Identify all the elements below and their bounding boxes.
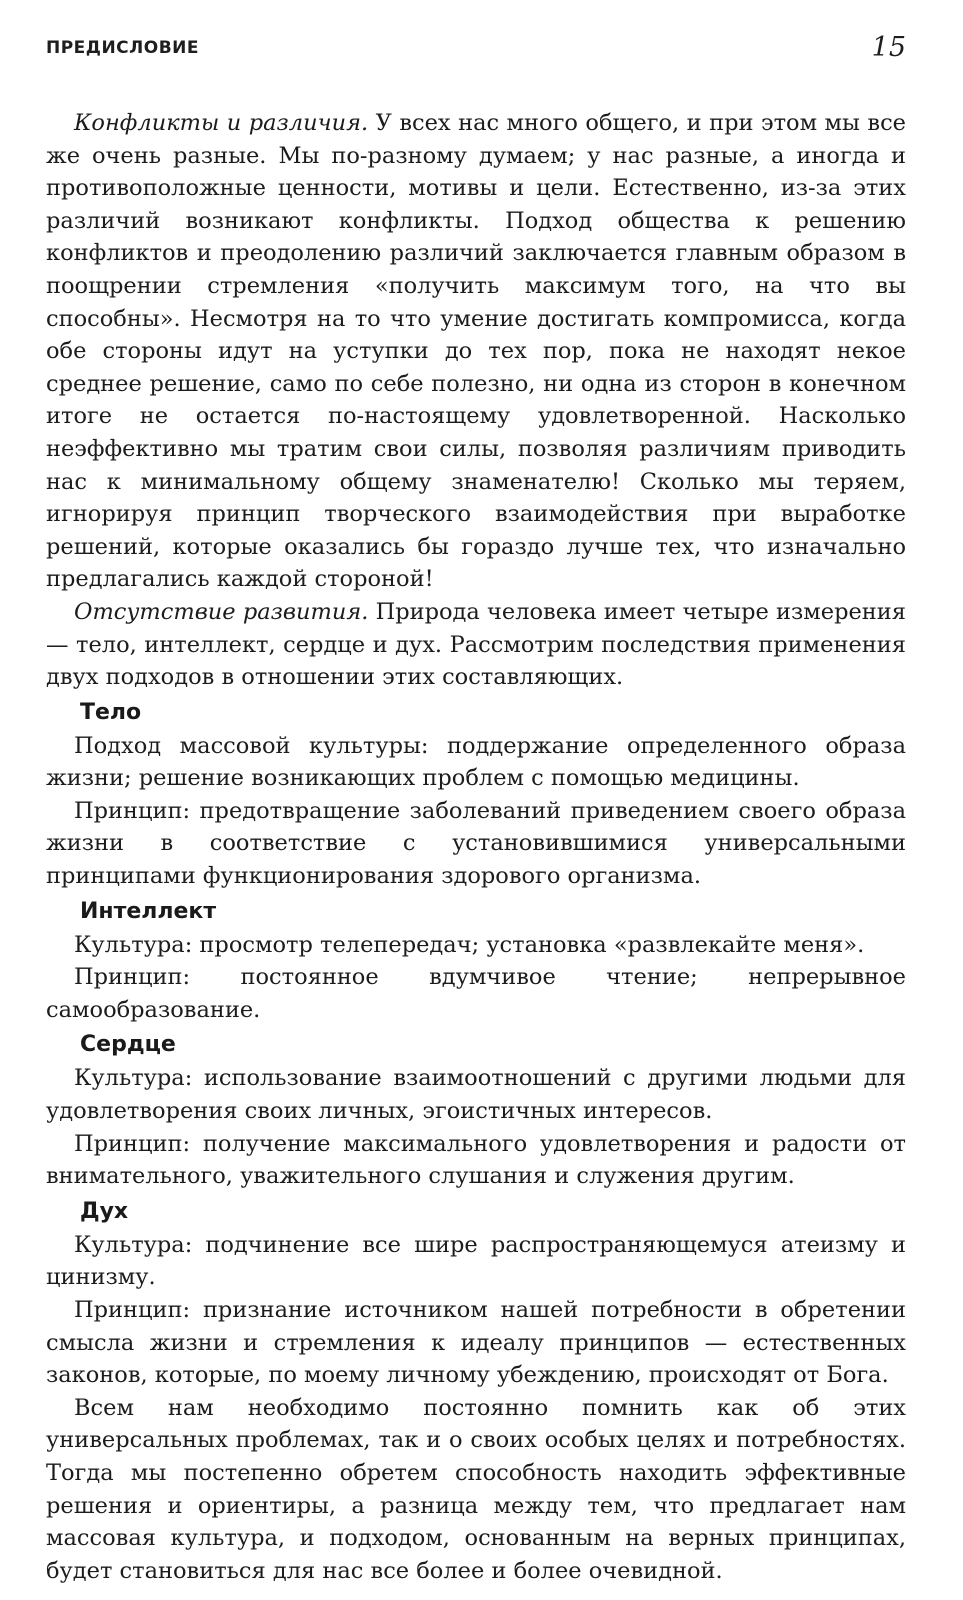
running-title: ПРЕДИСЛОВИЕ bbox=[46, 38, 200, 58]
paragraph-text: У всех нас много общего, и при этом мы все же очень разные. Мы по-разному думаем; у нас разные, а иногда и противоположные ценности, мотивы и цели. Естественно, из-за этих различий возникают конфликты. Подход общества к решению конфликтов и преодолению различий заключается главным образом в поощрении стремления «получить максимум того, на что вы способны». Несмотря на то что умение достигать компромисса, когда обе стороны идут на уступки до тех пор, пока не находят некое среднее решение, само по себе полезно, ни одна из сторон в конечном итоге не остается по-настоящему удовлетворенной. Насколько неэффективно мы тратим свои силы, позволяя различиям приводить нас к минимальному общему знаменателю! Сколько мы теряем, игнорируя принцип творческого взаимодействия при выработке решений, которые оказались бы гораздо лучше тех, что изначально предлагались каждой стороной! bbox=[46, 110, 906, 593]
culture-paragraph: Культура: просмотр телепередач; установка «развлекайте меня». bbox=[74, 931, 865, 958]
section-heading-body: Тело bbox=[80, 699, 142, 725]
paragraph-conflicts bbox=[46, 107, 906, 596]
closing-paragraph: Всем нам необходимо постоянно помнить как об этих универсальных проблемах, так и о своих особых целях и потребностях. Тогда мы постепенно обретем способность находить эффективные решения и ориентиры, а разница между тем, что предлагает нам массовая культура, и подходом, основанным на верных принципах, будет становиться для нас все более и более очевидной. bbox=[46, 1394, 906, 1584]
principle-paragraph: Принцип: получение максимального удовлетворения и радости от внимательного, уважительного слушания и служения другим. bbox=[46, 1130, 906, 1190]
principle-paragraph: Принцип: постоянное вдумчивое чтение; непрерывное самообразование. bbox=[46, 964, 906, 1023]
page-number: 15 bbox=[871, 32, 906, 63]
section-heading-spirit: Дух bbox=[80, 1198, 129, 1224]
culture-paragraph: Культура: подчинение все шире распространяющемуся атеизму и цинизму. bbox=[46, 1231, 906, 1291]
culture-paragraph: Подход массовой культуры: поддержание определенного образа жизни; решение возникающих проблем с помощью медицины. bbox=[46, 732, 906, 792]
paragraph-text: Природа человека имеет четыре измерения — тело, интеллект, сердце и дух. Рассмотрим последствия применения двух подходов в отношении этих составляющих. bbox=[46, 598, 906, 691]
section-heading-heart: Сердце bbox=[80, 1032, 176, 1058]
paragraph-lead: Отсутствие развития. bbox=[74, 598, 369, 625]
principle-paragraph: Принцип: предотвращение заболеваний приведением своего образа жизни в соответствие с установившимися универсальными принципами функционирования здорового организма. bbox=[46, 797, 906, 890]
page-body bbox=[46, 107, 906, 1587]
paragraph-development bbox=[46, 596, 906, 694]
section-heading-intellect: Интеллект bbox=[80, 898, 217, 924]
culture-paragraph: Культура: использование взаимоотношений с другими людьми для удовлетворения своих личных, эгоистичных интересов. bbox=[46, 1065, 906, 1125]
paragraph-lead: Конфликты и различия. bbox=[74, 110, 369, 136]
principle-paragraph: Принцип: признание источником нашей потребности в обретении смысла жизни и стремления к идеалу принципов — естественных законов, которые, по моему личному убеждению, происходят от Бога. bbox=[46, 1297, 906, 1389]
